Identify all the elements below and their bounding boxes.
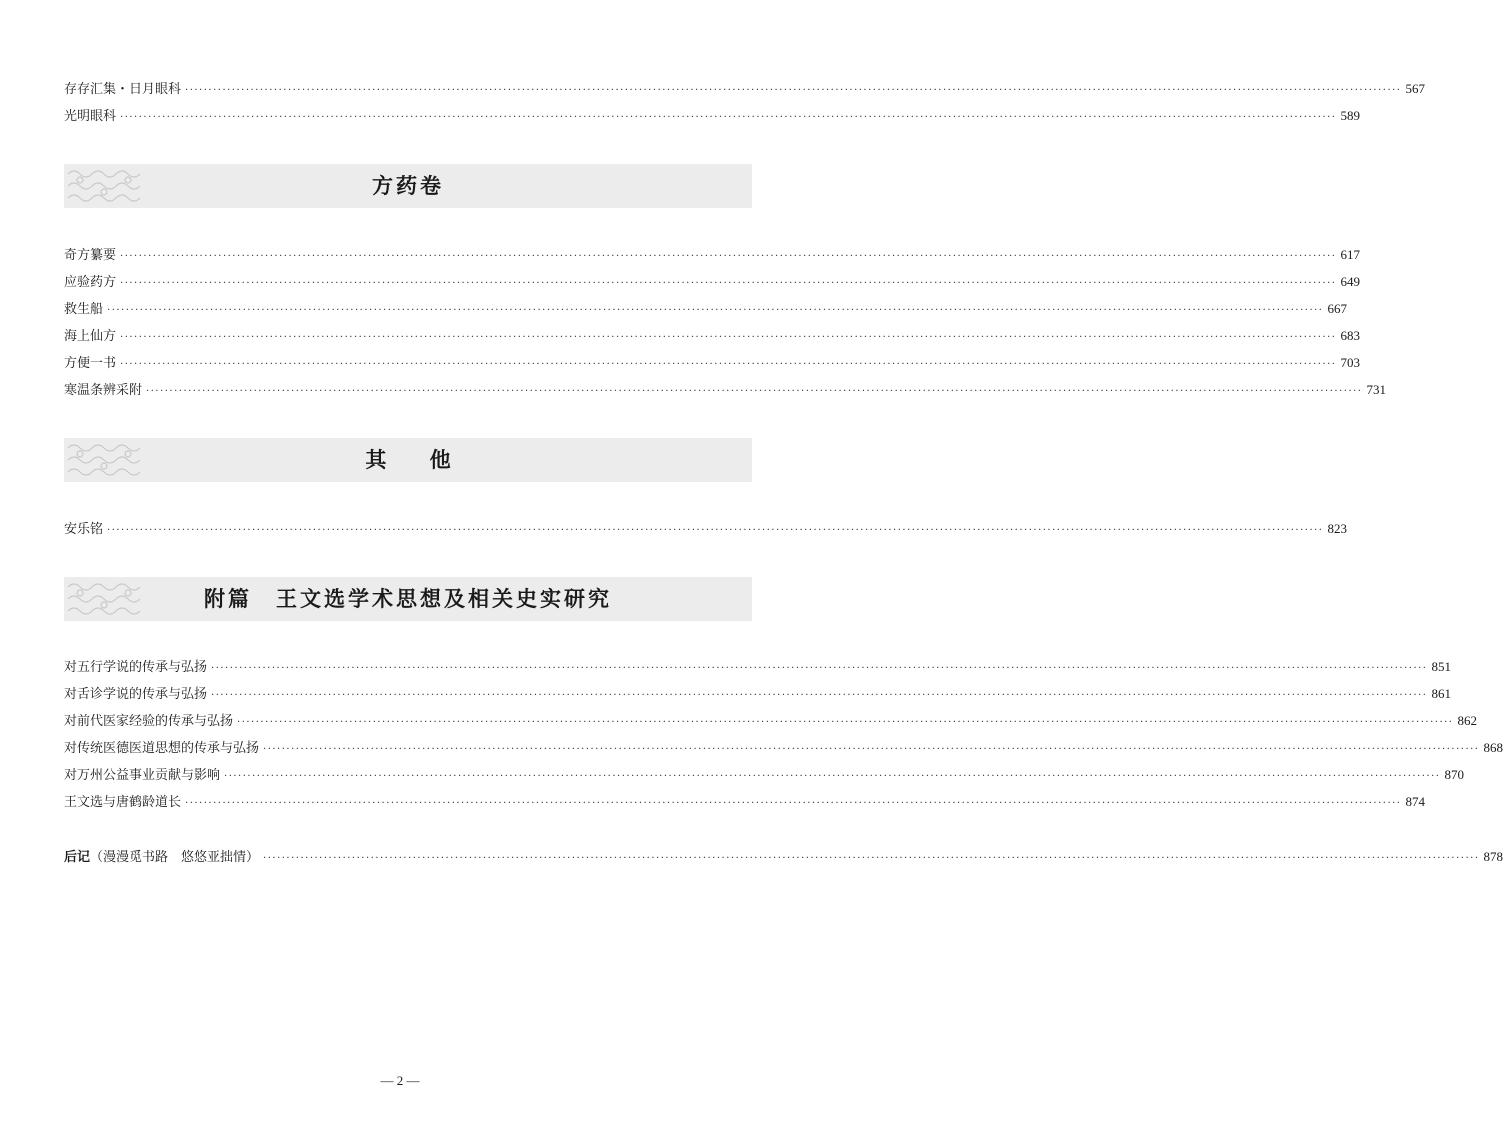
toc-group-section-3 (64, 653, 1503, 815)
dot-leader: ···································································································································································································································································· (185, 85, 1402, 96)
toc-entry-page: 703 (1340, 355, 1360, 370)
toc-entry[interactable] (64, 349, 1360, 376)
toc-group-afterword (64, 843, 1503, 870)
afterword-label: 后记 (64, 850, 91, 865)
toc-entry[interactable] (64, 241, 1360, 268)
toc-entry-page: 683 (1340, 328, 1360, 343)
toc-entry-title (64, 844, 263, 871)
toc-entry-title: 王文选与唐鹤龄道长 (64, 795, 182, 810)
toc-entry-page: 649 (1340, 274, 1360, 289)
toc-entry[interactable] (64, 322, 1360, 349)
toc-entry[interactable] (64, 295, 1347, 322)
toc-entry[interactable] (64, 707, 1477, 734)
page-number: — 2 — (380, 1073, 420, 1088)
dot-leader: ···································································································································································································································································· (120, 278, 1337, 289)
dot-leader: ···································································································································································································································································· (120, 359, 1337, 370)
toc-entry[interactable] (64, 734, 1503, 761)
toc-entry-page: 862 (1457, 713, 1477, 728)
toc-entry-title: 对传统医德医道思想的传承与弘扬 (64, 741, 260, 756)
toc-entry-afterword[interactable] (64, 843, 1503, 870)
toc-entry-title: 奇方纂要 (64, 248, 117, 263)
dot-leader: ···································································································································································································································································· (211, 663, 1428, 674)
dot-leader: ···································································································································································································································································· (224, 771, 1441, 782)
toc-group-section-2 (64, 515, 1347, 542)
section-title: 其 他 (365, 447, 469, 472)
dot-leader: ···································································································································································································································································· (120, 251, 1337, 262)
dot-leader: ···································································································································································································································································· (107, 305, 1324, 316)
toc-entry-title: 对舌诊学说的传承与弘扬 (64, 687, 208, 702)
dot-leader: ···································································································································································································································································· (107, 525, 1324, 536)
toc-entry-page: 870 (1444, 767, 1464, 782)
toc-entry-page: 567 (1405, 81, 1425, 96)
toc-entry[interactable] (64, 102, 1360, 129)
toc-entry[interactable] (64, 268, 1360, 295)
toc-entry-title: 安乐铭 (64, 522, 104, 537)
toc-entry-title: 存存汇集・日月眼科 (64, 82, 182, 97)
toc-entry-page: 874 (1405, 794, 1425, 809)
dot-leader: ···································································································································································································································································· (211, 690, 1428, 701)
toc-group-top (64, 75, 1425, 129)
afterword-subtitle: （漫漫觅书路 悠悠亚拙情） (90, 850, 260, 865)
dot-leader: ···································································································································································································································································· (185, 798, 1402, 809)
toc-entry-title: 寒温条辨采附 (64, 383, 143, 398)
toc-entry-page: 868 (1483, 740, 1503, 755)
toc-entry[interactable] (64, 75, 1425, 102)
toc-entry[interactable] (64, 653, 1451, 680)
toc-entry-title: 救生船 (64, 302, 104, 317)
dot-leader: ···································································································································································································································································· (120, 332, 1337, 343)
toc-entry-title: 光明眼科 (64, 109, 117, 124)
toc-entry[interactable] (64, 788, 1425, 815)
toc-entry-title: 应验药方 (64, 275, 117, 290)
dot-leader: ···································································································································································································································································· (263, 853, 1480, 864)
toc-entry-page: 617 (1340, 247, 1360, 262)
toc-entry[interactable] (64, 376, 1386, 403)
toc-entry-page: 731 (1366, 382, 1386, 397)
dot-leader: ···································································································································································································································································· (263, 744, 1480, 755)
toc-entry-page: 823 (1327, 521, 1347, 536)
toc-entry[interactable] (64, 680, 1451, 707)
dot-leader: ···································································································································································································································································· (120, 112, 1337, 123)
toc-entry-title: 对万州公益事业贡献与影响 (64, 768, 221, 783)
toc-entry-page: 851 (1431, 659, 1451, 674)
toc-entry-title: 对五行学说的传承与弘扬 (64, 660, 208, 675)
section-title: 方药卷 (372, 173, 444, 198)
section-heading-band (64, 164, 752, 208)
dot-leader: ···································································································································································································································································· (237, 717, 1454, 728)
toc-entry-title: 海上仙方 (64, 329, 117, 344)
toc-entry-page: 861 (1431, 686, 1451, 701)
section-heading-band (64, 577, 752, 621)
toc-entry-page: 667 (1327, 301, 1347, 316)
toc-entry[interactable] (64, 515, 1347, 542)
toc-entry-title: 方便一书 (64, 356, 117, 371)
toc-entry-title: 对前代医家经验的传承与弘扬 (64, 714, 234, 729)
dot-leader: ···································································································································································································································································· (146, 386, 1363, 397)
toc-entry-page: 589 (1340, 108, 1360, 123)
toc-entry-page: 878 (1483, 849, 1503, 864)
section-heading-band (64, 438, 752, 482)
section-title: 附篇 王文选学术思想及相关史实研究 (204, 586, 612, 611)
toc-group-section-1 (64, 241, 1386, 403)
toc-entry[interactable] (64, 761, 1464, 788)
